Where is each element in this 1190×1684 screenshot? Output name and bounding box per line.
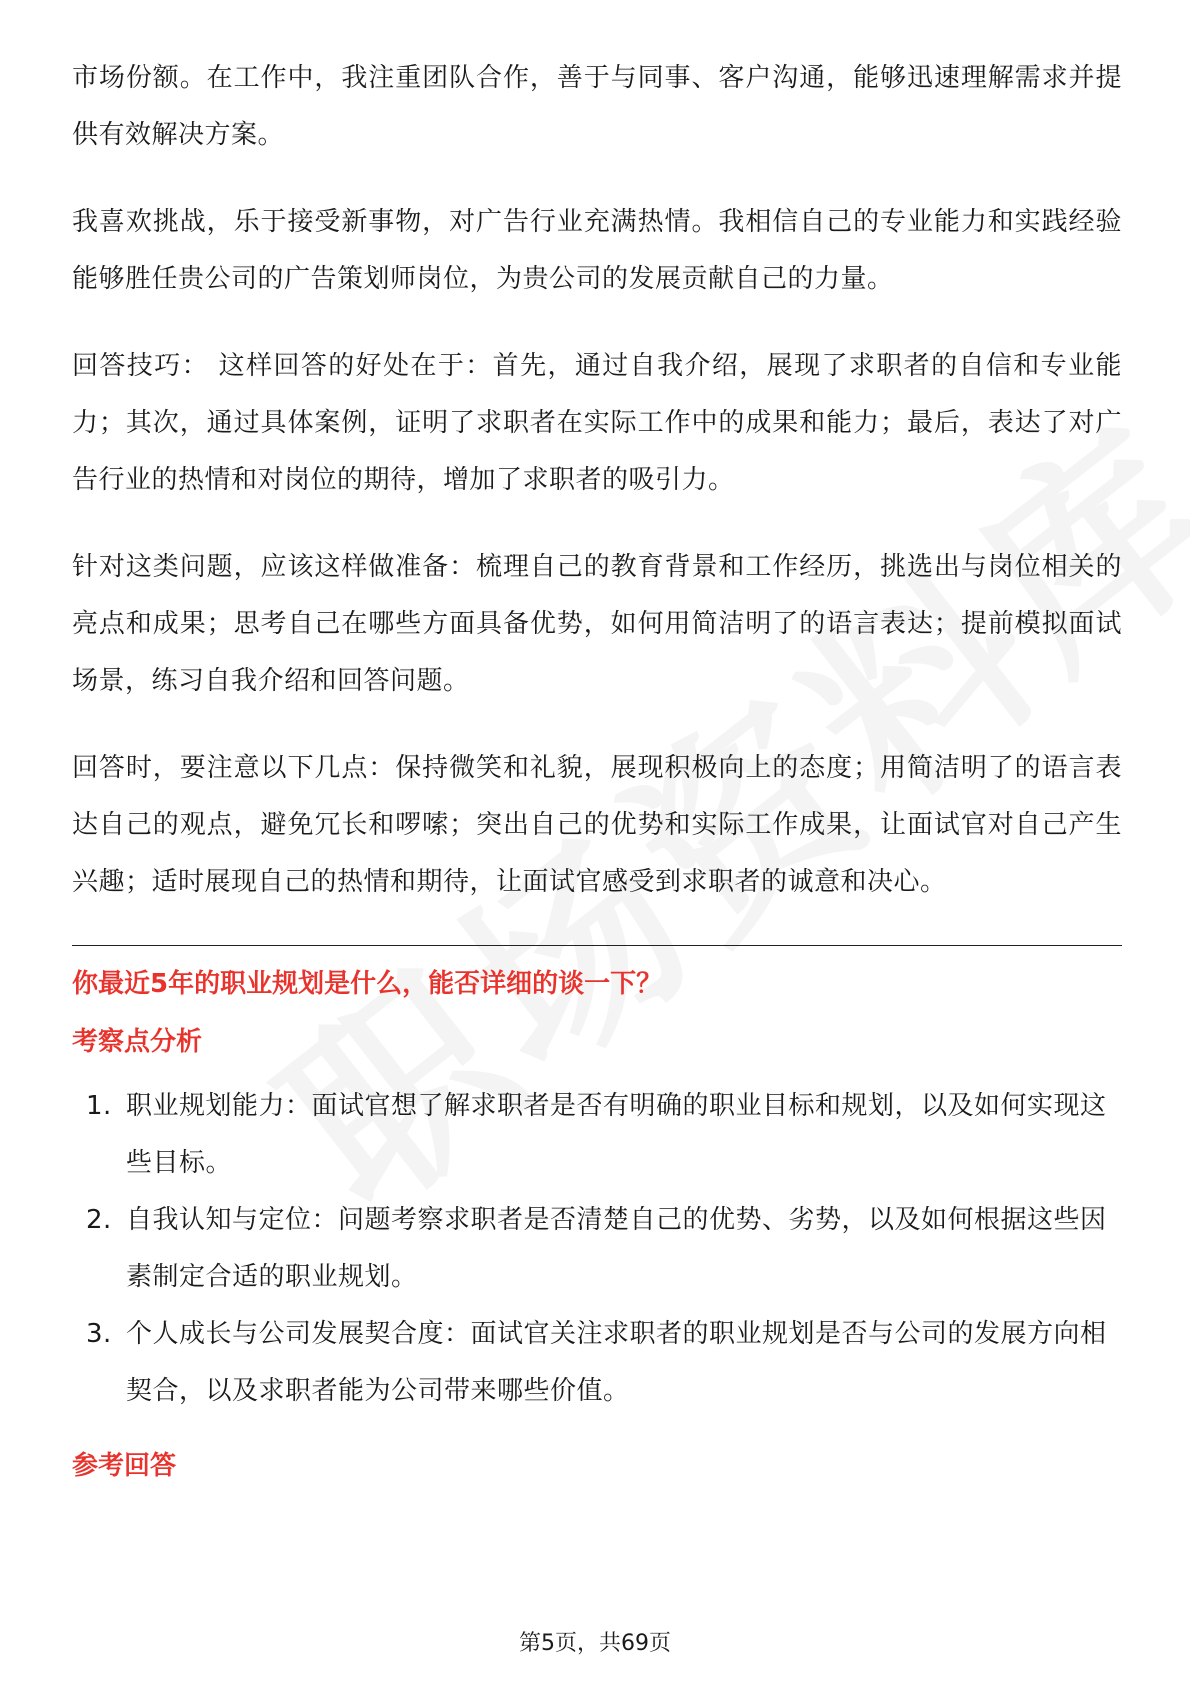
list-number: 1. bbox=[86, 1091, 112, 1121]
list-item bbox=[72, 1192, 1122, 1306]
analysis-heading: 考察点分析 bbox=[72, 1027, 203, 1057]
list-item-text: 职业规划能力：面试官想了解求职者是否有明确的职业目标和规划，以及如何实现这些目标。 bbox=[126, 1091, 1107, 1178]
list-item-text: 自我认知与定位：问题考察求职者是否清楚自己的优势、劣势，以及如何根据这些因素制定合适的职业规划。 bbox=[126, 1205, 1107, 1292]
section-divider bbox=[72, 945, 1122, 946]
paragraph-notes: 回答时，要注意以下几点：保持微笑和礼貌，展现积极向上的态度；用简洁明了的语言表达自己的观点，避免冗长和啰嗦；突出自己的优势和实际工作成果，让面试官对自己产生兴趣；适时展现自己的热情和期待，让面试官感受到求职者的诚意和决心。 bbox=[72, 753, 1122, 897]
reference-answer-heading: 参考回答 bbox=[72, 1451, 177, 1481]
paragraph-preparation: 针对这类问题，应该这样做准备：梳理自己的教育背景和工作经历，挑选出与岗位相关的亮点和成果；思考自己在哪些方面具备优势，如何用简洁明了的语言表达；提前模拟面试场景，练习自我介绍和回答问题。 bbox=[72, 552, 1122, 696]
list-number: 2. bbox=[86, 1205, 112, 1235]
question-title: 你最近5年的职业规划是什么，能否详细的谈一下？ bbox=[72, 969, 663, 999]
document-page bbox=[72, 50, 1122, 1502]
page-footer: 第5页，共69页 bbox=[519, 1631, 671, 1656]
list-item bbox=[72, 1306, 1122, 1420]
analysis-list bbox=[72, 1078, 1122, 1420]
paragraph-answer-tips: 回答技巧： 这样回答的好处在于：首先，通过自我介绍，展现了求职者的自信和专业能力；其次，通过具体案例，证明了求职者在实际工作中的成果和能力；最后，表达了对广告行业的热情和对岗位的期待，增加了求职者的吸引力。 bbox=[72, 351, 1122, 495]
list-item-text: 个人成长与公司发展契合度：面试官关注求职者的职业规划是否与公司的发展方向相契合，以及求职者能为公司带来哪些价值。 bbox=[126, 1319, 1107, 1406]
list-item bbox=[72, 1078, 1122, 1192]
paragraph: 我喜欢挑战，乐于接受新事物，对广告行业充满热情。我相信自己的专业能力和实践经验能够胜任贵公司的广告策划师岗位，为贵公司的发展贡献自己的力量。 bbox=[72, 207, 1122, 294]
list-number: 3. bbox=[86, 1319, 112, 1349]
paragraph: 市场份额。在工作中，我注重团队合作，善于与同事、客户沟通，能够迅速理解需求并提供有效解决方案。 bbox=[72, 63, 1122, 150]
